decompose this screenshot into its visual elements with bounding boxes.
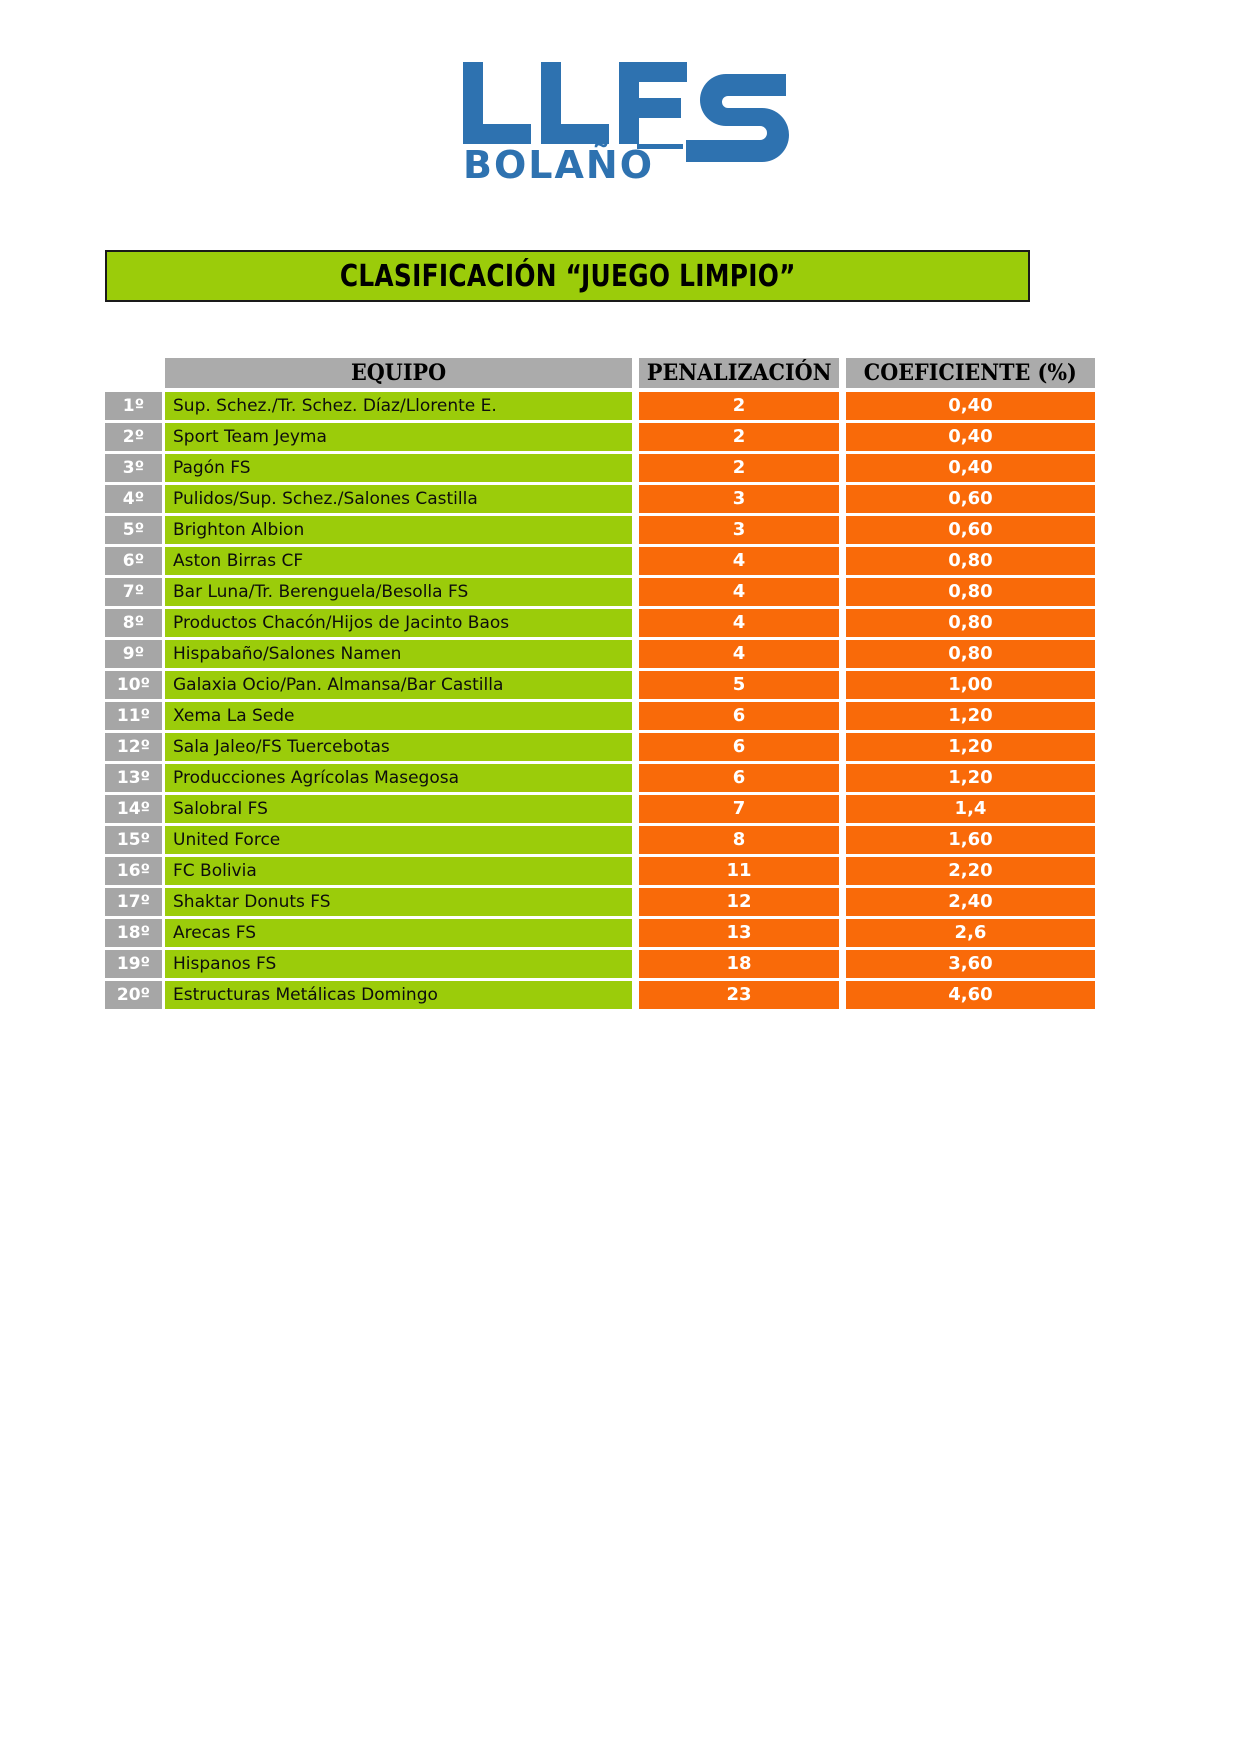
penalty-value: 4 — [732, 550, 746, 571]
rank-cell — [105, 733, 162, 761]
rank-cell — [105, 516, 162, 544]
coefficient-value: 0,80 — [948, 643, 993, 664]
team-cell — [165, 671, 632, 699]
coefficient-cell — [846, 702, 1095, 730]
penalty-value: 11 — [726, 860, 752, 881]
coefficient-cell — [846, 671, 1095, 699]
coefficient-value: 1,20 — [948, 705, 993, 726]
header-label-coefficient: COEFICIENTE (%) — [864, 360, 1077, 386]
rank-label: 9º — [122, 643, 145, 664]
penalty-value: 23 — [726, 984, 752, 1005]
coefficient-value: 0,40 — [948, 457, 993, 478]
coefficient-cell — [846, 764, 1095, 792]
table-row — [105, 857, 1040, 885]
penalty-cell — [639, 764, 839, 792]
header-cell-coefficient — [846, 358, 1095, 388]
coefficient-cell — [846, 981, 1095, 1009]
coefficient-cell — [846, 888, 1095, 916]
llfs-bolano-logo-icon — [441, 48, 801, 193]
rank-label: 14º — [116, 798, 151, 819]
penalty-value: 7 — [732, 798, 746, 819]
table-row — [105, 609, 1040, 637]
coefficient-value: 1,60 — [948, 829, 993, 850]
penalty-cell — [639, 981, 839, 1009]
team-name: Productos Chacón/Hijos de Jacinto Baos — [173, 612, 510, 633]
team-name: Pagón FS — [173, 457, 251, 478]
team-cell — [165, 547, 632, 575]
rank-label: 11º — [116, 705, 151, 726]
team-cell — [165, 795, 632, 823]
penalty-value: 2 — [732, 395, 746, 416]
team-name: Hispanos FS — [173, 953, 277, 974]
coefficient-cell — [846, 733, 1095, 761]
coefficient-value: 0,60 — [948, 519, 993, 540]
table-row — [105, 919, 1040, 947]
team-name: Salobral FS — [173, 798, 268, 819]
table-row — [105, 671, 1040, 699]
rank-label: 18º — [116, 922, 151, 943]
team-cell — [165, 392, 632, 420]
team-cell — [165, 454, 632, 482]
table-row — [105, 981, 1040, 1009]
team-cell — [165, 609, 632, 637]
team-cell — [165, 578, 632, 606]
table-row — [105, 423, 1040, 451]
team-name: Aston Birras CF — [173, 550, 304, 571]
table-row — [105, 888, 1040, 916]
team-cell — [165, 485, 632, 513]
team-name: United Force — [173, 829, 281, 850]
penalty-cell — [639, 795, 839, 823]
rank-cell — [105, 764, 162, 792]
coefficient-value: 4,60 — [948, 984, 993, 1005]
team-name: Sala Jaleo/FS Tuercebotas — [173, 736, 390, 757]
table-row — [105, 516, 1040, 544]
rank-label: 19º — [116, 953, 151, 974]
penalty-value: 6 — [732, 736, 746, 757]
coefficient-value: 2,40 — [948, 891, 993, 912]
penalty-cell — [639, 671, 839, 699]
rank-cell — [105, 888, 162, 916]
penalty-cell — [639, 423, 839, 451]
coefficient-cell — [846, 454, 1095, 482]
coefficient-value: 0,80 — [948, 550, 993, 571]
penalty-cell — [639, 640, 839, 668]
table-header-row — [105, 358, 1077, 388]
team-name: Pulidos/Sup. Schez./Salones Castilla — [173, 488, 478, 509]
rank-label: 17º — [116, 891, 151, 912]
header-label-penalty: PENALIZACIÓN — [646, 360, 832, 386]
team-cell — [165, 702, 632, 730]
coefficient-cell — [846, 640, 1095, 668]
penalty-cell — [639, 702, 839, 730]
rank-cell — [105, 671, 162, 699]
team-cell — [165, 423, 632, 451]
rank-cell — [105, 392, 162, 420]
rank-label: 1º — [122, 395, 145, 416]
rank-cell — [105, 919, 162, 947]
penalty-cell — [639, 392, 839, 420]
penalty-value: 18 — [726, 953, 752, 974]
rank-label: 8º — [122, 612, 145, 633]
team-name: Hispabaño/Salones Namen — [173, 643, 402, 664]
table-row — [105, 640, 1040, 668]
table-row — [105, 392, 1040, 420]
rank-label: 13º — [116, 767, 151, 788]
table-row — [105, 485, 1040, 513]
rank-cell — [105, 578, 162, 606]
coefficient-value: 0,40 — [948, 395, 993, 416]
team-name: FC Bolivia — [173, 860, 257, 881]
coefficient-value: 2,6 — [954, 922, 987, 943]
team-cell — [165, 919, 632, 947]
header-cell-team — [165, 358, 632, 388]
rank-label: 2º — [122, 426, 145, 447]
team-name: Sport Team Jeyma — [173, 426, 327, 447]
penalty-cell — [639, 578, 839, 606]
penalty-value: 3 — [732, 488, 746, 509]
team-name: Estructuras Metálicas Domingo — [173, 984, 438, 1005]
team-cell — [165, 888, 632, 916]
rank-cell — [105, 423, 162, 451]
rank-cell — [105, 981, 162, 1009]
team-cell — [165, 516, 632, 544]
team-cell — [165, 640, 632, 668]
rank-label: 15º — [116, 829, 151, 850]
coefficient-cell — [846, 950, 1095, 978]
coefficient-value: 1,20 — [948, 736, 993, 757]
rank-cell — [105, 702, 162, 730]
coefficient-value: 0,60 — [948, 488, 993, 509]
penalty-value: 8 — [732, 829, 746, 850]
penalty-value: 4 — [732, 643, 746, 664]
table-row — [105, 547, 1040, 575]
coefficient-cell — [846, 485, 1095, 513]
team-name: Bar Luna/Tr. Berenguela/Besolla FS — [173, 581, 469, 602]
team-cell — [165, 857, 632, 885]
penalty-cell — [639, 950, 839, 978]
team-cell — [165, 950, 632, 978]
penalty-value: 12 — [726, 891, 752, 912]
table-row — [105, 454, 1040, 482]
coefficient-cell — [846, 423, 1095, 451]
penalty-cell — [639, 516, 839, 544]
team-name: Brighton Albion — [173, 519, 305, 540]
penalty-value: 4 — [732, 581, 746, 602]
coefficient-cell — [846, 392, 1095, 420]
table-row — [105, 795, 1040, 823]
coefficient-value: 0,40 — [948, 426, 993, 447]
rank-cell — [105, 640, 162, 668]
penalty-value: 4 — [732, 612, 746, 633]
team-name: Sup. Schez./Tr. Schez. Díaz/Llorente E. — [173, 395, 497, 416]
rank-label: 16º — [116, 860, 151, 881]
coefficient-cell — [846, 919, 1095, 947]
penalty-cell — [639, 485, 839, 513]
team-name: Galaxia Ocio/Pan. Almansa/Bar Castilla — [173, 674, 504, 695]
penalty-cell — [639, 609, 839, 637]
table-row — [105, 733, 1040, 761]
team-name: Arecas FS — [173, 922, 256, 943]
team-cell — [165, 826, 632, 854]
coefficient-value: 1,4 — [954, 798, 987, 819]
rank-cell — [105, 795, 162, 823]
coefficient-value: 1,00 — [948, 674, 993, 695]
rank-cell — [105, 950, 162, 978]
header-cell-penalty — [639, 358, 839, 388]
coefficient-value: 2,20 — [948, 860, 993, 881]
page-title-banner — [105, 250, 1030, 302]
coefficient-cell — [846, 826, 1095, 854]
penalty-value: 5 — [732, 674, 746, 695]
rank-cell — [105, 485, 162, 513]
coefficient-cell — [846, 795, 1095, 823]
coefficient-cell — [846, 547, 1095, 575]
penalty-cell — [639, 857, 839, 885]
rank-label: 4º — [122, 488, 145, 509]
team-cell — [165, 733, 632, 761]
rank-cell — [105, 454, 162, 482]
penalty-value: 13 — [726, 922, 752, 943]
table-row — [105, 764, 1040, 792]
table-body — [105, 392, 1040, 1009]
page-title: CLASIFICACIÓN “JUEGO LIMPIO” — [339, 258, 796, 294]
rank-cell — [105, 857, 162, 885]
coefficient-cell — [846, 516, 1095, 544]
rank-cell — [105, 547, 162, 575]
team-name: Producciones Agrícolas Masegosa — [173, 767, 459, 788]
penalty-value: 6 — [732, 705, 746, 726]
penalty-cell — [639, 733, 839, 761]
penalty-cell — [639, 547, 839, 575]
logo-header — [0, 48, 1241, 193]
penalty-value: 6 — [732, 767, 746, 788]
penalty-value: 3 — [732, 519, 746, 540]
team-name: Shaktar Donuts FS — [173, 891, 331, 912]
penalty-cell — [639, 919, 839, 947]
rank-label: 10º — [116, 674, 151, 695]
team-name: Xema La Sede — [173, 705, 295, 726]
coefficient-cell — [846, 578, 1095, 606]
table-row — [105, 826, 1040, 854]
penalty-value: 2 — [732, 426, 746, 447]
coefficient-value: 1,20 — [948, 767, 993, 788]
penalty-value: 2 — [732, 457, 746, 478]
coefficient-value: 0,80 — [948, 581, 993, 602]
team-cell — [165, 764, 632, 792]
rank-cell — [105, 609, 162, 637]
header-cell-rank — [105, 358, 162, 388]
rank-cell — [105, 826, 162, 854]
rank-label: 7º — [122, 581, 145, 602]
table-row — [105, 578, 1040, 606]
header-label-team: EQUIPO — [350, 360, 447, 386]
rank-label: 12º — [116, 736, 151, 757]
table-row — [105, 702, 1040, 730]
penalty-cell — [639, 826, 839, 854]
penalty-cell — [639, 454, 839, 482]
rank-label: 5º — [122, 519, 145, 540]
team-cell — [165, 981, 632, 1009]
coefficient-value: 3,60 — [948, 953, 993, 974]
penalty-cell — [639, 888, 839, 916]
coefficient-cell — [846, 857, 1095, 885]
coefficient-value: 0,80 — [948, 612, 993, 633]
rank-label: 6º — [122, 550, 145, 571]
table-row — [105, 950, 1040, 978]
svg-text:BOLAÑO: BOLAÑO — [462, 143, 654, 187]
standings-table — [105, 358, 1077, 1012]
rank-label: 3º — [122, 457, 145, 478]
coefficient-cell — [846, 609, 1095, 637]
rank-label: 20º — [116, 984, 151, 1005]
